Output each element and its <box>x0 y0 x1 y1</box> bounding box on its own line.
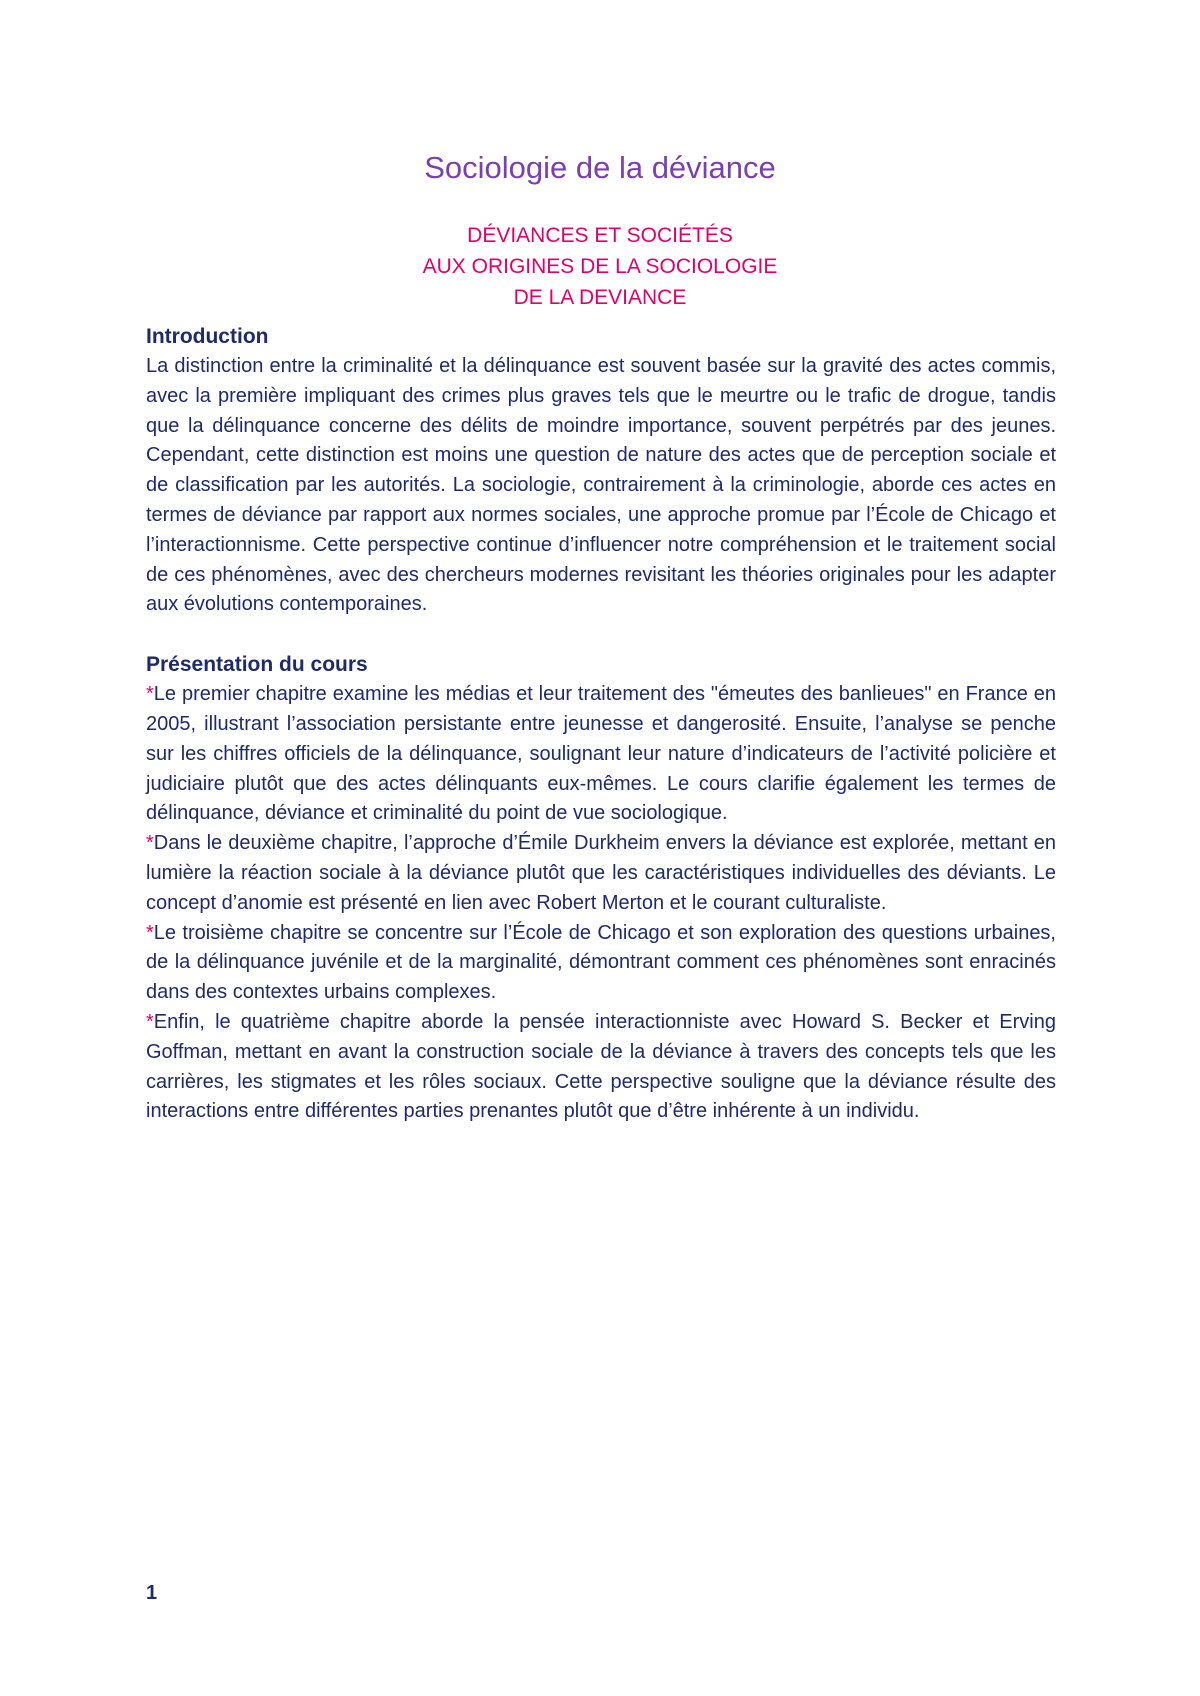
presentation-heading: Présentation du cours <box>146 653 368 677</box>
bullet-mark: * <box>146 1010 154 1033</box>
chapter-item <box>146 1008 1056 1127</box>
section-spacer <box>146 620 1056 650</box>
chapter-item-text: Le premier chapitre examine les médias et leur traitement des "émeutes des banlieues" en France en 2005, illustrant l’association persistante entre jeunesse et dangerosité. Ensuite, l’analyse se penche sur les chiffres officiels de la délinquance, soulignant leur nature d’indicateurs de l’activité policière et judiciaire plutôt que des actes délinquants eux-mêmes. Le cours clarifie également les termes de délinquance, déviance et criminalité du point de vue sociologique. <box>146 683 1056 825</box>
page-number: 1 <box>146 1582 158 1604</box>
chapter-item <box>146 829 1056 918</box>
chapter-item <box>146 919 1056 1008</box>
subtitle-line: DÉVIANCES ET SOCIÉTÉS <box>467 224 733 247</box>
introduction-heading: Introduction <box>146 325 269 348</box>
document-subtitle <box>0 220 1200 313</box>
introduction-paragraph: La distinction entre la criminalité et la délinquance est souvent basée sur la gravité des actes commis, avec la première impliquant des crimes plus graves tels que le meurtre ou le trafic de drogue, tandis que la délinquance concerne des délits de moindre importance, souvent perpétrés par des jeunes. Cependant, cette distinction est moins une question de nature des actes que de perception sociale et de classification par les autorités. La sociologie, contrairement à la criminologie, aborde ces actes en termes de déviance par rapport aux normes sociales, une approche promue par l’École de Chicago et l’interactionnisme. Cette perspective continue d’influencer notre compréhension et le traitement social de ces phénomènes, avec des chercheurs modernes revisitant les théories originales pour les adapter aux évolutions contemporaines. <box>146 355 1056 616</box>
subtitle-line: DE LA DEVIANCE <box>513 286 687 309</box>
bullet-mark: * <box>146 832 154 855</box>
chapter-item-text: Le troisième chapitre se concentre sur l’École de Chicago et son exploration des questions urbaines, de la délinquance juvénile et de la marginalité, démontrant comment ces phénomènes sont enracinés dans des contextes urbains complexes. <box>146 921 1056 1004</box>
chapter-item-text: Dans le deuxième chapitre, l’approche d’Émile Durkheim envers la déviance est explorée, mettant en lumière la réaction sociale à la déviance plutôt que les caractéristiques individuelles des déviants. Le concept d’anomie est présenté en lien avec Robert Merton et le courant culturaliste. <box>146 832 1056 914</box>
bullet-mark: * <box>146 921 154 944</box>
document-body <box>146 322 1056 1127</box>
document-title: Sociologie de la déviance <box>424 150 776 185</box>
bullet-mark: * <box>146 683 154 706</box>
chapter-item-text: Enfin, le quatrième chapitre aborde la pensée interactionniste avec Howard S. Becker et Erving Goffman, mettant en avant la construction sociale de la déviance à travers des concepts tels que les carrières, les stigmates et les rôles sociaux. Cette perspective souligne que la déviance résulte des interactions entre différentes parties prenantes plutôt que d’être inhérente à un individu. <box>146 1010 1056 1123</box>
subtitle-line: AUX ORIGINES DE LA SOCIOLOGIE <box>422 255 778 278</box>
chapter-item <box>146 680 1056 829</box>
